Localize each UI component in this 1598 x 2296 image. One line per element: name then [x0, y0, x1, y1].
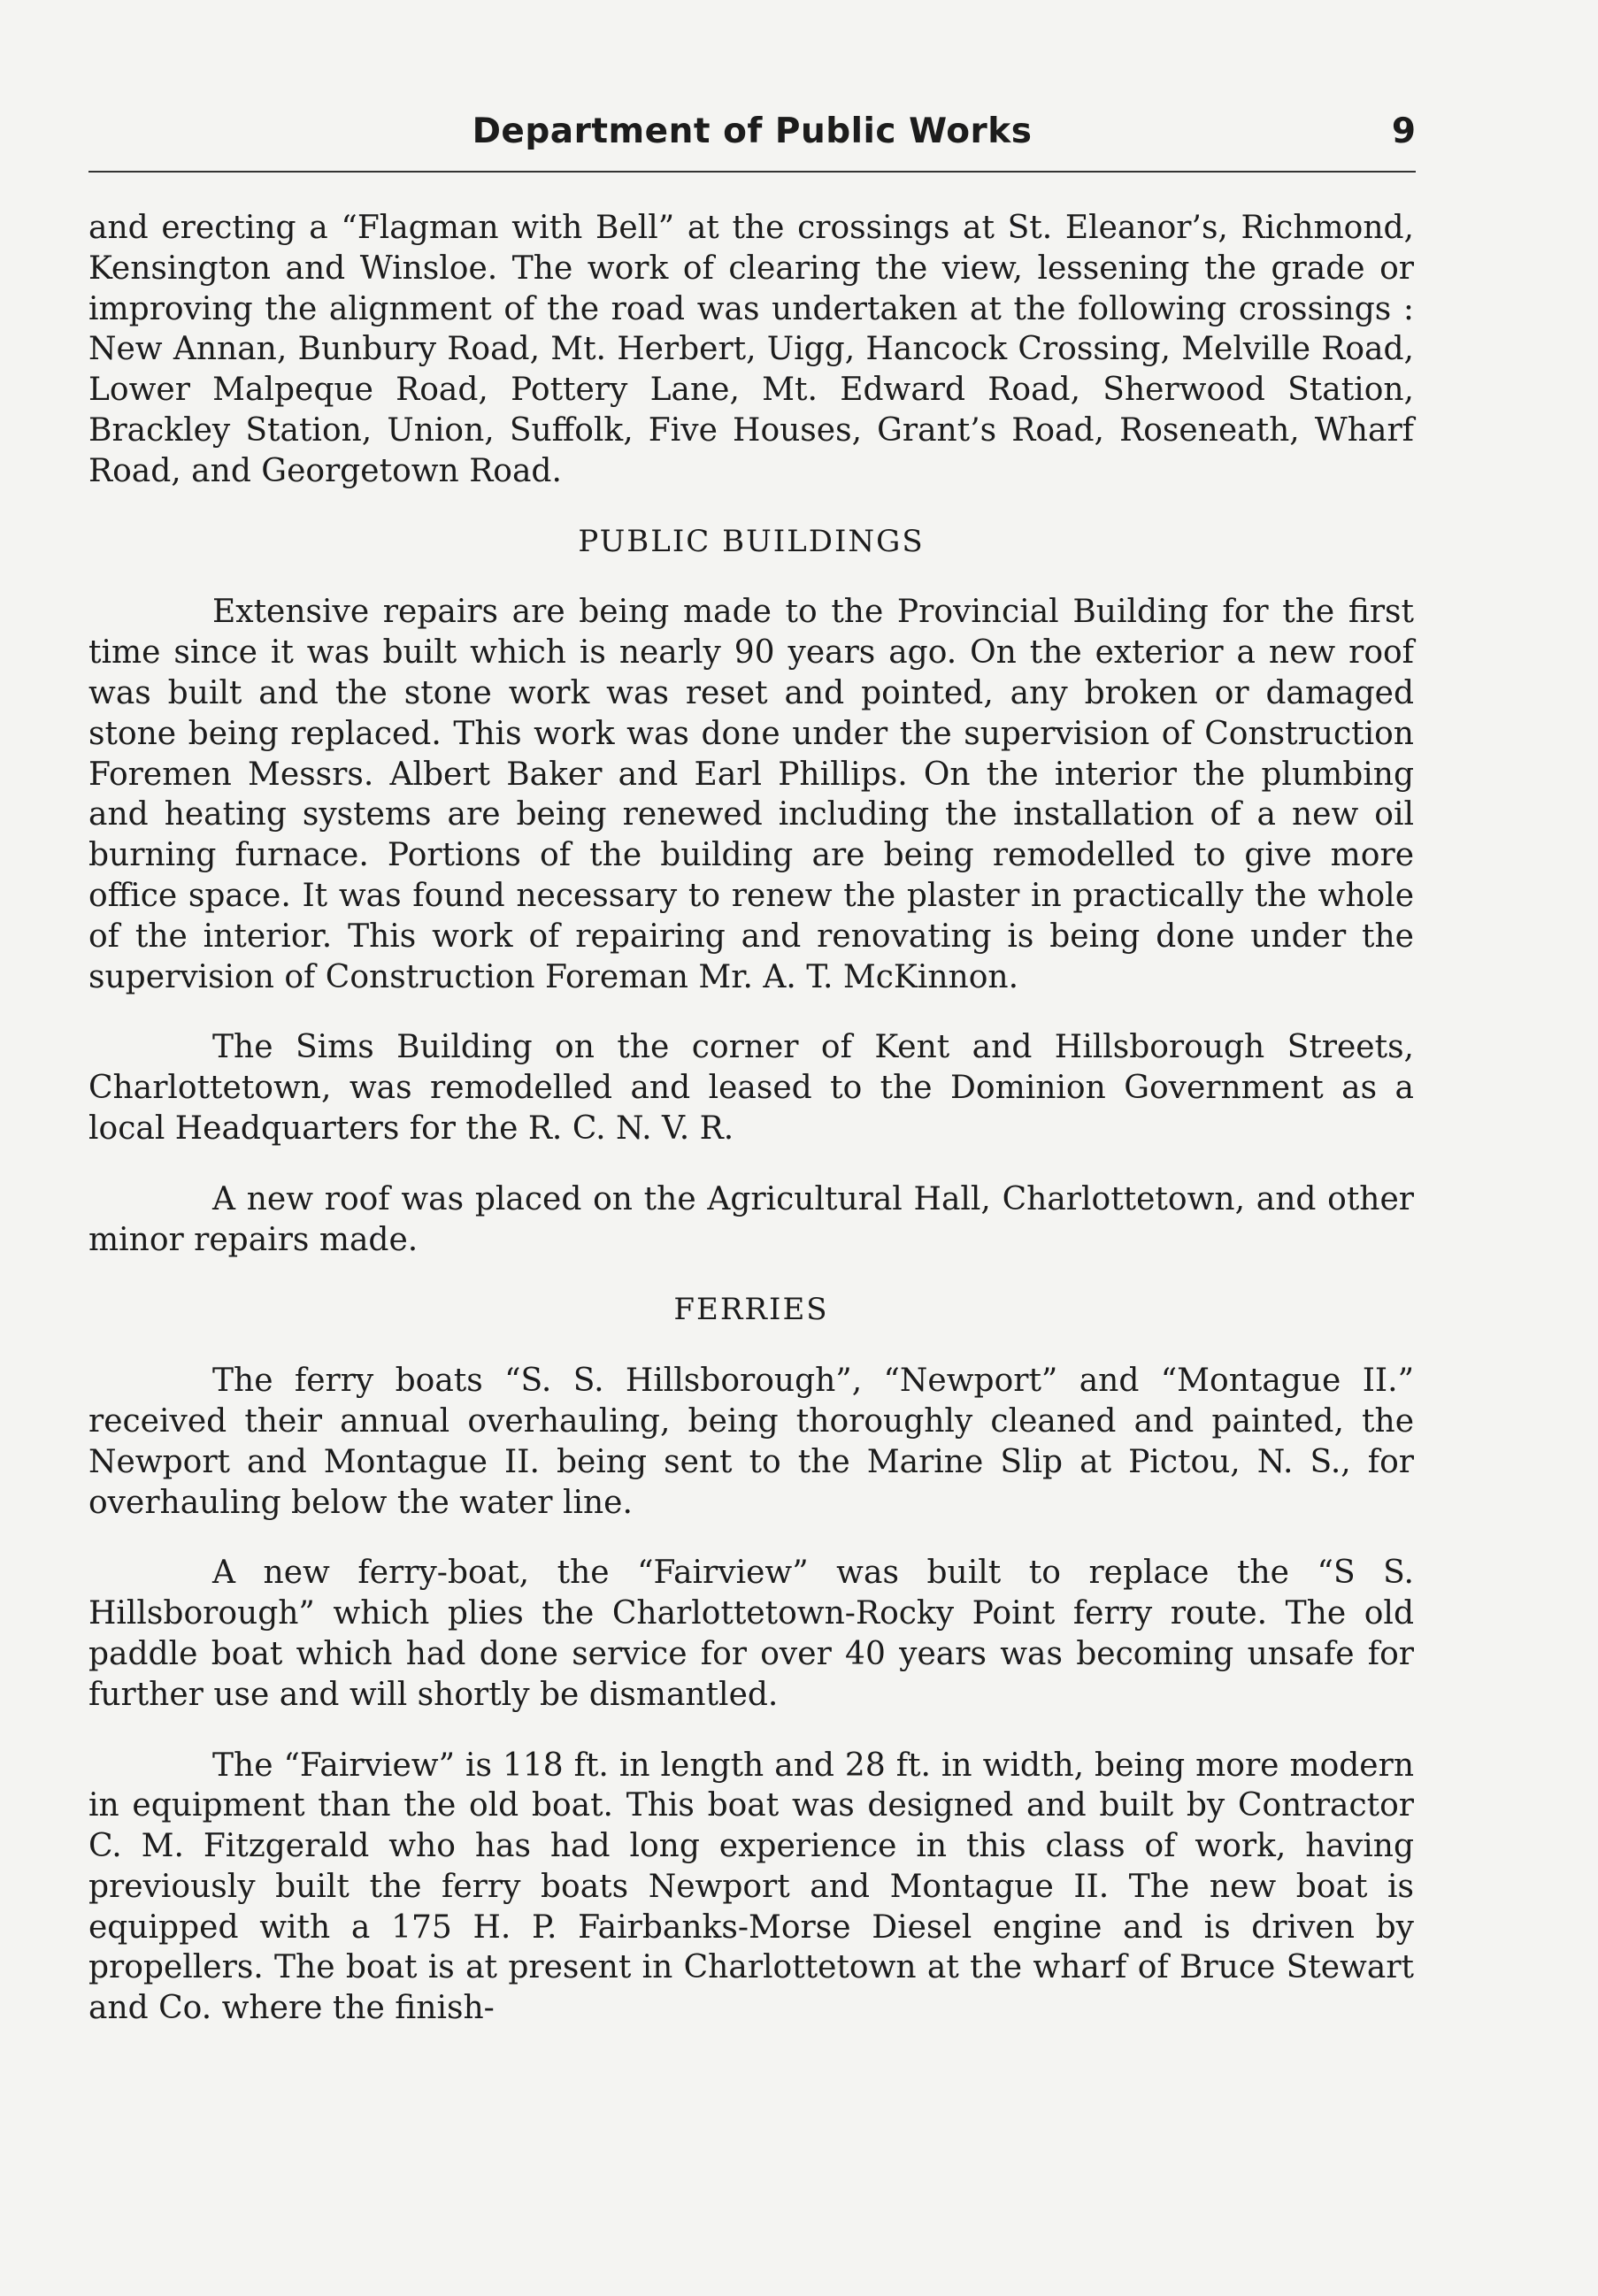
- running-header: [88, 104, 1416, 166]
- section-heading-ferries: FERRIES: [673, 1292, 829, 1328]
- intro-paragraph: and erecting a “Flagman with Bell” at the crossings at St. Eleanor’s, Richmond, Kensington and Winsloe. The work of clearing the view, lessening the grade or improving the alignment of the road was undertaken at the following crossings : New Annan, Bunbury Road, Mt. Herbert, Uigg, Hancock Crossing, Melville Road, Lower Malpeque Road, Pottery Lane, Mt. Edward Road, Sherwood Station, Brackley Station, Union, Suffolk, Five Houses, Grant’s Road, Roseneath, Wharf Road, and Georgetown Road.: [88, 210, 1414, 489]
- body-text: [88, 208, 1414, 2059]
- section-heading-public-buildings: PUBLIC BUILDINGS: [578, 523, 925, 559]
- paragraph-provincial-building: Extensive repairs are being made to the Provincial Building for the first time since it was built which is nearly 90 years ago. On the exterior a new roof was built and the stone work was reset and pointed, any broken or damaged stone being replaced. This work was done under the supervision of Construction Foremen Messrs. Albert Baker and Earl Phillips. On the interior the plumbing and heating systems are being renewed including the installation of a new oil burning furnace. Portions of the building are being remodelled to give more office space. It was found necessary to renew the plaster in practically the whole of the interior. This work of repairing and renovating is being done under the supervision of Construction Foreman Mr. A. T. McKinnon.: [88, 594, 1414, 995]
- page-number: 9: [1391, 111, 1416, 151]
- paragraph-fairview-details: The “Fairview” is 118 ft. in length and 28 ft. in width, being more modern in equipment than the old boat. This boat was designed and built by Contractor C. M. Fitzgerald who has had long experience in this class of work, having previously built the ferry boats Newport and Montague II. The new boat is equipped with a 175 H. P. Fairbanks-Morse Diesel engine and is driven by propellers. The boat is at present in Charlottetown at the wharf of Bruce Stewart and Co. where the finish-: [88, 1747, 1414, 2027]
- paragraph-new-ferry-boat: A new ferry-boat, the “Fairview” was built to replace the “S S. Hillsborough” which plies the Charlottetown-Rocky Point ferry route. The old paddle boat which had done service for over 40 years was becoming unsafe for further use and will shortly be dismantled.: [88, 1555, 1414, 1713]
- paragraph-ferry-overhaul: The ferry boats “S. S. Hillsborough”, “Newport” and “Montague II.” received their annual overhauling, being thoroughly cleaned and painted, the Newport and Montague II. being sent to the Marine Slip at Pictou, N. S., for overhauling below the water line.: [88, 1363, 1414, 1521]
- header-rule: [88, 171, 1416, 173]
- running-title: Department of Public Works: [472, 111, 1033, 151]
- paragraph-sims-building: The Sims Building on the corner of Kent and Hillsborough Streets, Charlottetown, was remodelled and leased to the Dominion Government as a local Headquarters for the R. C. N. V. R.: [88, 1029, 1414, 1147]
- paragraph-agricultural-hall: A new roof was placed on the Agricultural Hall, Charlottetown, and other minor repairs made.: [88, 1180, 1414, 1258]
